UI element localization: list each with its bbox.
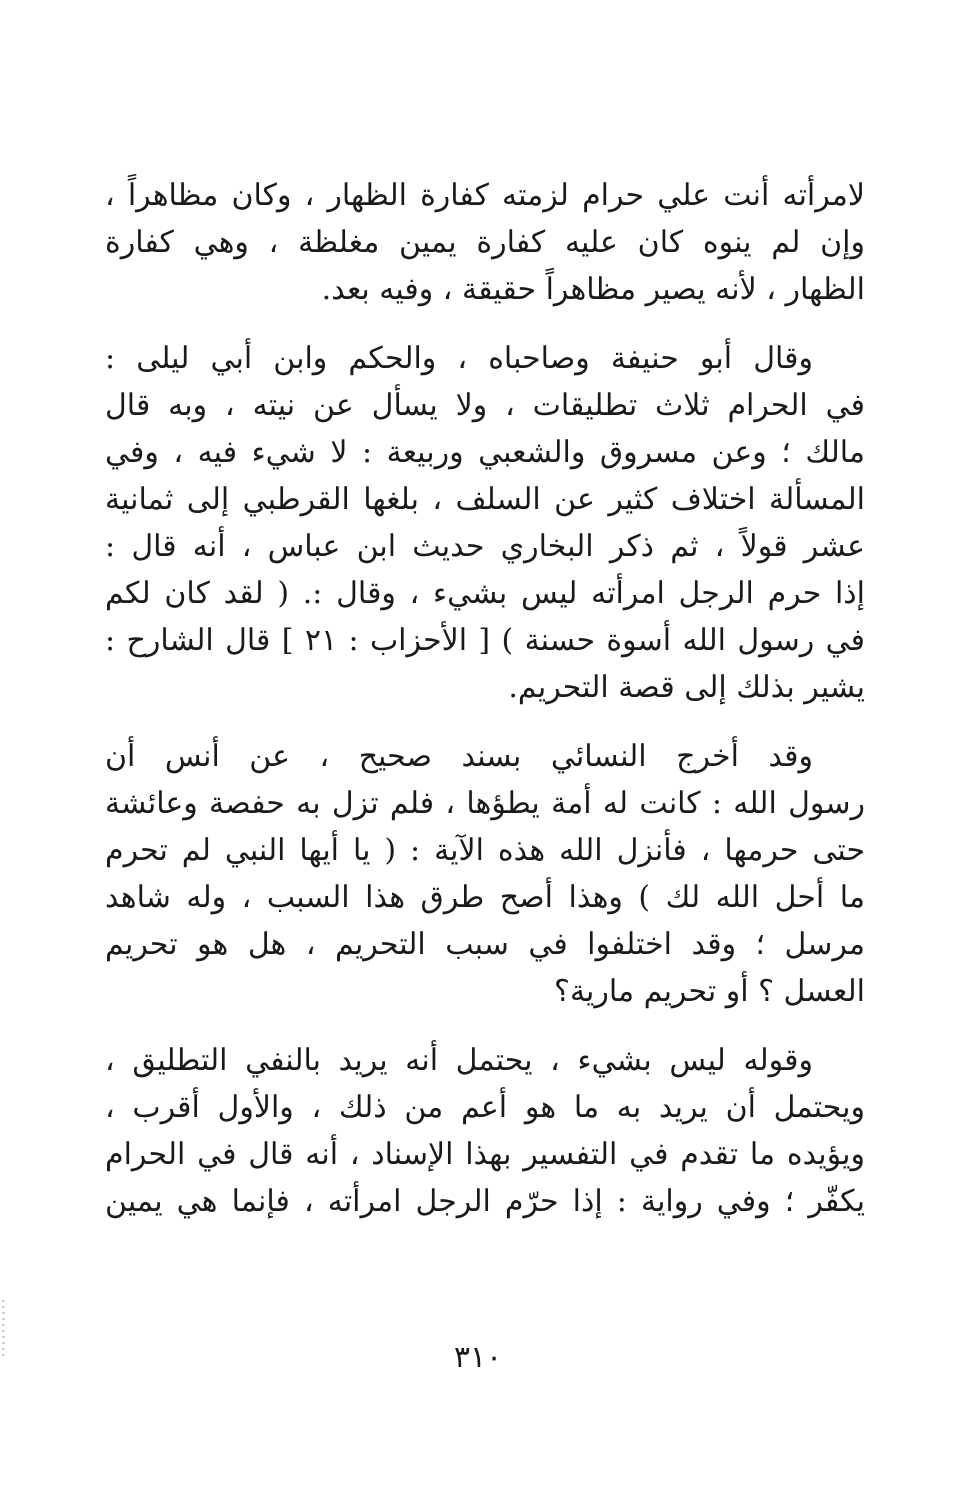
text-line: يكفّر ؛ وفي رواية : إذا حرّم الرجل امرأته ، فإنما هي يمين	[105, 1184, 865, 1219]
text-line: العسل ؟ أو تحريم مارية؟	[554, 974, 865, 1009]
text-line: وقال أبو حنيفة وصاحباه ، والحكم وابن أبي ليلى :	[105, 341, 813, 376]
text-line: مرسل ؛ وقد اختلفوا في سبب التحريم ، هل هو تحريم	[105, 927, 865, 962]
text-line: لامرأته أنت علي حرام لزمته كفارة الظهار ، وكان مظاهراً ،	[105, 178, 865, 213]
text-line: ويؤيده ما تقدم في التفسير بهذا الإسناد ، أنه قال في الحرام	[105, 1137, 865, 1172]
text-line: حتى حرمها ، فأنزل الله هذه الآية : ( يا أيها النبي لم تحرم	[105, 833, 865, 868]
text-line: إذا حرم الرجل امرأته ليس بشيء ، وقال :. ( لقد كان لكم	[105, 576, 865, 611]
text-line: المسألة اختلاف كثير عن السلف ، بلغها القرطبي إلى ثمانية	[105, 482, 865, 517]
text-line: مالك ؛ وعن مسروق والشعبي وربيعة : لا شيء فيه ، وفي	[105, 435, 865, 470]
text-line: وقد أخرج النسائي بسند صحيح ، عن أنس أن	[105, 739, 813, 774]
text-line: عشر قولاً ، ثم ذكر البخاري حديث ابن عباس ، أنه قال :	[105, 529, 865, 564]
text-line: رسول الله : كانت له أمة يطؤها ، فلم تزل به حفصة وعائشة	[105, 786, 865, 821]
text-line: يشير بذلك إلى قصة التحريم.	[508, 670, 865, 705]
text-line: ما أحل الله لك ) وهذا أصح طرق هذا السبب ، وله شاهد	[105, 880, 865, 915]
text-line: وإن لم ينوه كان عليه كفارة يمين مغلظة ، وهي كفارة	[105, 225, 865, 260]
text-line: ويحتمل أن يريد به ما هو أعم من ذلك ، والأول أقرب ،	[105, 1090, 865, 1125]
paragraph-1	[105, 172, 865, 313]
paragraph-3	[105, 733, 865, 1015]
page-body	[105, 172, 865, 1247]
text-line: في الحرام ثلاث تطليقات ، ولا يسأل عن نيته ، وبه قال	[105, 388, 865, 423]
scan-edge-marks	[2, 1300, 5, 1360]
text-line: في رسول الله أسوة حسنة ) [ الأحزاب : ٢١ ] قال الشارح :	[105, 623, 865, 658]
text-line: الظهار ، لأنه يصير مظاهراً حقيقة ، وفيه بعد.	[321, 272, 865, 307]
paragraph-4	[105, 1037, 865, 1225]
paragraph-2	[105, 335, 865, 711]
page-number: ٣١٠	[453, 1340, 503, 1375]
text-line: وقوله ليس بشيء ، يحتمل أنه يريد بالنفي التطليق ،	[105, 1043, 813, 1078]
